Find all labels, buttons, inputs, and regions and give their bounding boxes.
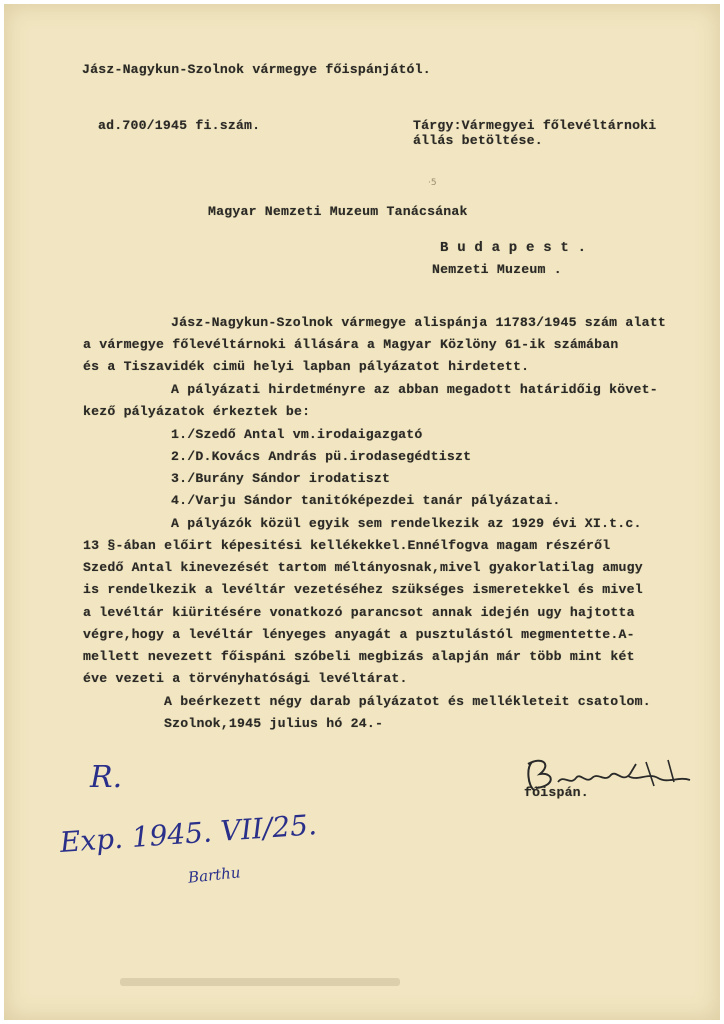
body-line-17: éve vezeti a törvényhatósági levéltárat. — [83, 671, 408, 686]
body-line-13: is rendelkezik a levéltár vezetéséhez szükséges ismeretekkel és mivel — [83, 582, 643, 597]
sender-line: Jász-Nagykun-Szolnok vármegye főispánjától. — [82, 62, 431, 77]
signatory-title: főispán. — [524, 785, 589, 800]
body-line-16: mellett nevezett főispáni szóbeli megbizás alapján már több mint két — [83, 649, 635, 664]
recipient-name: Magyar Nemzeti Muzeum Tanácsának — [208, 204, 468, 219]
faded-stamp — [120, 978, 400, 986]
letter-page — [4, 4, 720, 1020]
body-line-3: és a Tiszavidék cimü helyi lapban pályázatot hirdetett. — [83, 359, 530, 374]
ink-speck-icon: ·5 — [428, 178, 437, 188]
body-line-4: A pályázati hirdetményre az abban megadott határidőig követ- — [171, 382, 658, 397]
applicant-4: 4./Varju Sándor tanitóképezdei tanár pályázatai. — [171, 493, 561, 508]
handwritten-signer: Barthu — [187, 863, 242, 887]
body-line-14: a levéltár kiüritésére vonatkozó parancsot annak idején ugy hajtotta — [83, 605, 635, 620]
body-line-12: Szedő Antal kinevezését tartom méltányosnak,mivel gyakorlatilag amugy — [83, 560, 643, 575]
body-line-5: kező pályázatok érkeztek be: — [83, 404, 311, 419]
body-line-11: 13 §-ában előirt képesitési kellékekkel.Ennélfogva magam részéről — [83, 538, 611, 553]
body-line-2: a vármegye főlevéltárnoki állására a Magyar Közlöny 61-ik számában — [83, 337, 619, 352]
reference-number: ad.700/1945 fi.szám. — [98, 118, 261, 133]
subject-line-1: Tárgy:Vármegyei főlevéltárnoki — [413, 118, 657, 133]
applicant-1: 1./Szedő Antal vm.irodaigazgató — [171, 427, 423, 442]
body-line-18: A beérkezett négy darab pályázatot és mellékleteit csatolom. — [164, 694, 651, 709]
handwritten-expedition-note: Exp. 1945. VII/25. — [58, 808, 318, 859]
recipient-address: Nemzeti Muzeum . — [432, 262, 562, 277]
recipient-city: B u d a p e s t . — [440, 240, 587, 256]
date-line: Szolnok,1945 julius hó 24.- — [164, 716, 384, 731]
applicant-2: 2./D.Kovács András pü.irodasegédtiszt — [171, 449, 472, 464]
body-line-15: végre,hogy a levéltár lényeges anyagát a pusztulástól megmentette.A- — [83, 627, 635, 642]
handwritten-initial: R. — [90, 760, 123, 795]
body-line-1: Jász-Nagykun-Szolnok vármegye alispánja 11783/1945 szám alatt — [171, 315, 666, 330]
applicant-3: 3./Burány Sándor irodatiszt — [171, 471, 391, 486]
body-line-10: A pályázók közül egyik sem rendelkezik az 1929 évi XI.t.c. — [171, 516, 642, 531]
subject-line-2: állás betöltése. — [413, 133, 543, 148]
